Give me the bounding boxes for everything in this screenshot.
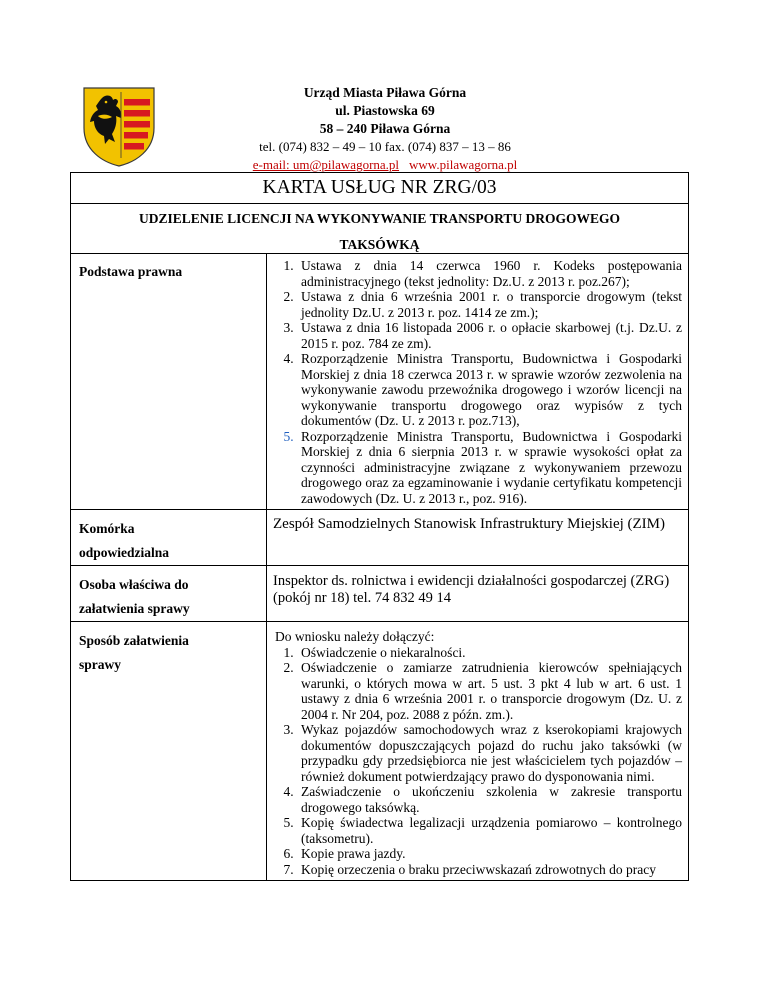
service-card-table <box>70 172 689 881</box>
person-label <box>71 566 267 622</box>
org-phone-fax: tel. (074) 832 – 49 – 10 fax. (074) 837 – 13 – 86 <box>259 139 511 154</box>
legal-basis-item: 3. Ustawa z dnia 16 listopada 2006 r. o opłacie skarbowej (t.j. Dz.U. z 2015 r. poz. 784 ze zm). <box>297 320 682 351</box>
coat-of-arms-icon <box>82 86 156 168</box>
org-postal-city: 58 – 240 Piława Górna <box>319 121 451 136</box>
method-intro: Do wniosku należy dołączyć: <box>275 629 435 644</box>
org-name: Urząd Miasta Piława Górna <box>303 85 467 100</box>
legal-basis-content <box>267 254 689 510</box>
website-link[interactable]: www.pilawagorna.pl <box>409 157 518 172</box>
method-item: 5. Kopię świadectwa legalizacji urządzenia pomiarowo – kontrolnego (taksometru). <box>297 815 682 846</box>
person-value: Inspektor ds. rolnictwa i ewidencji działalności gospodarczej (ZRG) (pokój nr 18) tel. 74 832 49 14 <box>267 566 689 622</box>
card-subtitle <box>71 204 689 254</box>
org-street: ul. Piastowska 69 <box>335 103 435 118</box>
method-label-line1: Sposób załatwienia <box>79 633 189 648</box>
legal-basis-item: 4. Rozporządzenie Ministra Transportu, Budownictwa i Gospodarki Morskiej z dnia 18 czerwca 2013 r. w sprawie wzorów zezwolenia na wykonywanie zawodu przewoźnika drogowego i wzorów licencji na wykonywanie transportu drogowego oraz wypisów z tych dokumentów (Dz. U. z 2013 r. poz.713), <box>297 351 682 429</box>
method-item: 1. Oświadczenie o niekaralności. <box>297 645 682 661</box>
method-list <box>275 645 682 878</box>
unit-value: Zespół Samodzielnych Stanowisk Infrastruktury Miejskiej (ZIM) <box>267 510 689 566</box>
person-label-line2: załatwienia sprawy <box>79 601 190 616</box>
method-item: 7. Kopię orzeczenia o braku przeciwwskazań zdrowotnych do pracy <box>297 862 682 878</box>
method-item: 4. Zaświadczenie o ukończeniu szkolenia w zakresie transportu drogowego taksówką. <box>297 784 682 815</box>
row-responsible-unit <box>71 510 689 566</box>
email-link[interactable]: e-mail: um@pilawagorna.pl <box>252 157 400 172</box>
legal-basis-item: 5. Rozporządzenie Ministra Transportu, Budownictwa i Gospodarki Morskiej z dnia 6 sierpnia 2013 r. w sprawie wysokości opłat za czynności administracyjne związane z wykonywaniem przewozu drogowego oraz za egzaminowanie i wydanie certyfikatu kompetencji zawodowych (Dz. U. z 2013 r., poz. 916). <box>297 429 682 507</box>
legal-basis-list <box>275 258 682 506</box>
method-content <box>267 622 689 881</box>
legal-basis-item: 1. Ustawa z dnia 14 czerwca 1960 r. Kodeks postępowania administracyjnego (tekst jednolity: Dz.U. z 2013 r. poz.267); <box>297 258 682 289</box>
row-handling-method <box>71 622 689 881</box>
method-label-line2: sprawy <box>79 657 122 672</box>
method-item: 2. Oświadczenie o zamiarze zatrudnienia kierowców spełniających warunki, o których mowa w art. 5 ust. 3 pkt 4 lub w art. 6 ust. 1 ustawy z dnia 6 września 2001 r. o transporcie drogowym (Dz. U. z 2004 r. Nr 204, poz. 2088 z późn. zm.). <box>297 660 682 722</box>
row-legal-basis <box>71 254 689 510</box>
office-header <box>160 84 610 174</box>
card-subtitle-line1: UDZIELENIE LICENCJI NA WYKONYWANIE TRANSPORTU DROGOWEGO <box>139 211 620 226</box>
card-subtitle-line2: TAKSÓWKĄ <box>339 237 420 252</box>
unit-label-line1: Komórka <box>79 521 135 536</box>
unit-label-line2: odpowiedzialna <box>79 545 170 560</box>
unit-label <box>71 510 267 566</box>
row-responsible-person <box>71 566 689 622</box>
person-label-line1: Osoba właściwa do <box>79 577 189 592</box>
method-item: 6. Kopie prawa jazdy. <box>297 846 682 862</box>
card-title: KARTA USŁUG NR ZRG/03 <box>71 173 689 204</box>
method-item: 3. Wykaz pojazdów samochodowych wraz z kserokopiami krajowych dokumentów dopuszczających pojazd do ruchu jako taksówki (w przypadku gdy przedsiębiorca nie jest właścicielem tych pojazdów – również dokument potwierdzający prawo do dysponowania nimi. <box>297 722 682 784</box>
legal-basis-item: 2. Ustawa z dnia 6 września 2001 r. o transporcie drogowym (tekst jednolity Dz.U. z 2013 r. poz. 1414 ze zm.); <box>297 289 682 320</box>
legal-basis-label: Podstawa prawna <box>71 254 267 510</box>
method-label <box>71 622 267 881</box>
